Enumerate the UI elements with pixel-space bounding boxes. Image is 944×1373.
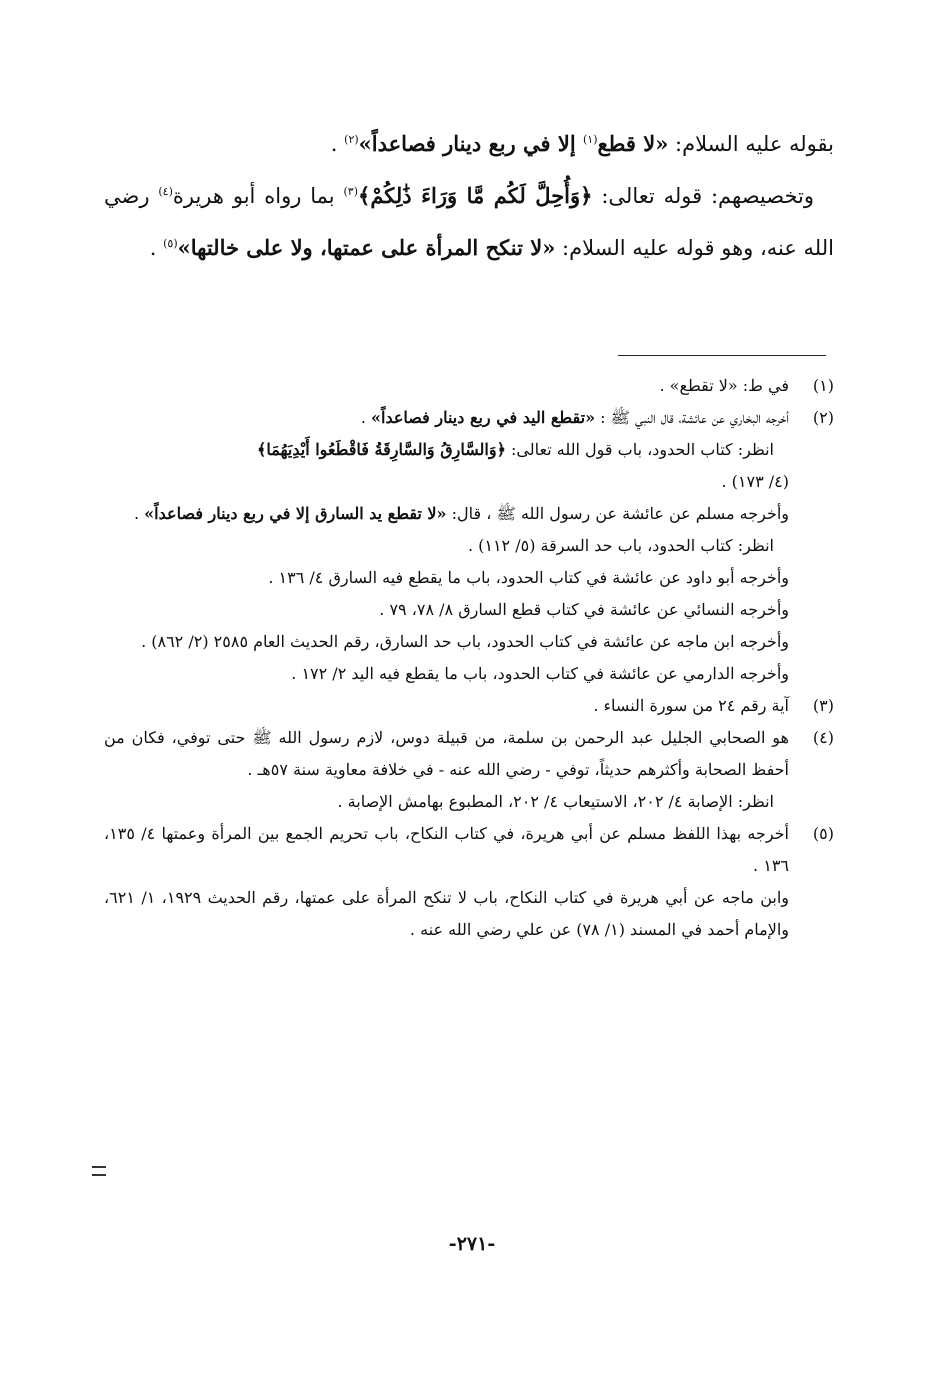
footnote-ref-1[interactable]: (١) [582, 133, 598, 146]
footnote-1 [104, 370, 834, 402]
footnote-text: هو الصحابي الجليل عبد الرحمن بن سلمة، من قبيلة دوس، لازم رسول الله ﷺ حتى توفي، فكان من أحفظ الصحابة وأكثرهم حديثاً، توفي - رضي الله عنه - في خلافة معاوية سنة ٥٧هـ . [104, 728, 789, 779]
text-run: بقوله عليه السلام: [668, 132, 834, 156]
footnote-number: (٥) [812, 824, 834, 843]
footnote-text: وأخرجه ابن ماجه عن عائشة في كتاب الحدود، باب حد السارق، رقم الحديث العام ٢٥٨٥ (٢/ ٨٦٢) . [141, 632, 789, 651]
text-run: أخرجه البخاري عن عائشة، قال النبي ﷺ : [595, 408, 789, 427]
paragraph-2 [104, 170, 834, 274]
footnote-text: آية رقم ٢٤ من سورة النساء . [593, 696, 789, 715]
text-run: انظر: كتاب الحدود، باب قول الله تعالى: [505, 440, 774, 459]
footnote-text: انظر: كتاب الحدود، باب حد السرقة (٥/ ١١٢) . [467, 536, 774, 555]
footnote-3 [104, 690, 834, 722]
footnote-text: وأخرجه الدارمي عن عائشة في كتاب الحدود، باب ما يقطع فيه اليد ٢/ ١٧٢ . [291, 664, 789, 683]
footnote-text: أخرجه بهذا اللفظ مسلم عن أبي هريرة، في كتاب النكاح، باب تحريم الجمع بين المرأة وعمتها ٤/ ١٣٥، ١٣٦ . [104, 824, 789, 875]
footnote-separator [618, 355, 826, 356]
hadith-quote: «لا قطع [597, 131, 669, 156]
footnote-text: انظر: الإصابة ٤/ ٢٠٢، الاستيعاب ٤/ ٢٠٢، المطبوع بهامش الإصابة . [337, 792, 774, 811]
text-run: وأخرجه مسلم عن عائشة عن رسول الله ﷺ ، قال: [446, 504, 789, 523]
footnote-text: وأخرجه النسائي عن عائشة في كتاب قطع السارق ٨/ ٧٨، ٧٩ . [379, 600, 789, 619]
footnote-5 [104, 818, 834, 946]
footnote-2 [104, 402, 834, 690]
text-run: . [360, 408, 372, 427]
hadith-quote: إلا في ربع دينار فصاعداً» [358, 131, 583, 156]
footnote-number: (١) [812, 376, 834, 395]
footnote-text: وابن ماجه عن أبي هريرة في كتاب النكاح، باب لا تنكح المرأة على عمتها، رقم الحديث ١٩٢٩، ١/ ٦٢١، والإمام أحمد في المسند (١/ ٧٨) عن علي رضي الله عنه . [104, 888, 790, 939]
footnote-text: (٤/ ١٧٣) . [721, 472, 789, 491]
hadith-quote: «لا تقطع يد السارق إلا في ربع دينار فصاعداً» [144, 504, 447, 523]
footnote-ref-5[interactable]: (٥) [163, 237, 178, 250]
quran-verse: ﴿وَأُحِلَّ لَكُم مَّا وَرَاءَ ذَٰلِكُمْ﴾ [358, 183, 593, 208]
page-number: -٢٧١- [448, 1233, 496, 1255]
footnote-text [104, 434, 789, 466]
text-run: . [330, 132, 345, 156]
footnote-number: (٤) [812, 728, 834, 747]
footnote-text: وأخرجه أبو داود عن عائشة في كتاب الحدود، باب ما يقطع فيه السارق ٤/ ١٣٦ . [268, 568, 789, 587]
margin-mark [92, 1166, 106, 1176]
footnote-number: (٢) [812, 408, 834, 427]
hadith-quote: «لا تنكح المرأة على عمتها، ولا على خالتها» [177, 235, 556, 260]
footnote-ref-2[interactable]: (٢) [344, 133, 359, 146]
footnotes [104, 370, 834, 946]
quran-verse: ﴿وَالسَّارِقُ وَالسَّارِقَةُ فَاقْطَعُوا أَيْدِيَهُمَا﴾ [257, 440, 506, 459]
text-run: وتخصيصهم: قوله تعالى: [592, 184, 815, 208]
text-run: . [149, 236, 164, 260]
text-run: بما رواه أبو هريرة [172, 184, 344, 208]
footnote-ref-3[interactable]: (٣) [343, 185, 359, 198]
footnote-ref-4[interactable]: (٤) [158, 185, 173, 198]
footnote-number: (٣) [812, 696, 834, 715]
footnote-4 [104, 722, 834, 818]
footnote-text [104, 498, 789, 530]
footnote-text [104, 402, 789, 434]
text-run: رضي الله عنه، وهو قوله عليه السلام: [104, 184, 834, 260]
text-run: . [134, 504, 145, 523]
main-text [104, 118, 834, 274]
footnote-text: في ط: «لا تقطع» . [659, 376, 789, 395]
hadith-quote: «تقطع اليد في ربع دينار فصاعداً» [371, 408, 596, 427]
paragraph-1 [104, 118, 834, 170]
